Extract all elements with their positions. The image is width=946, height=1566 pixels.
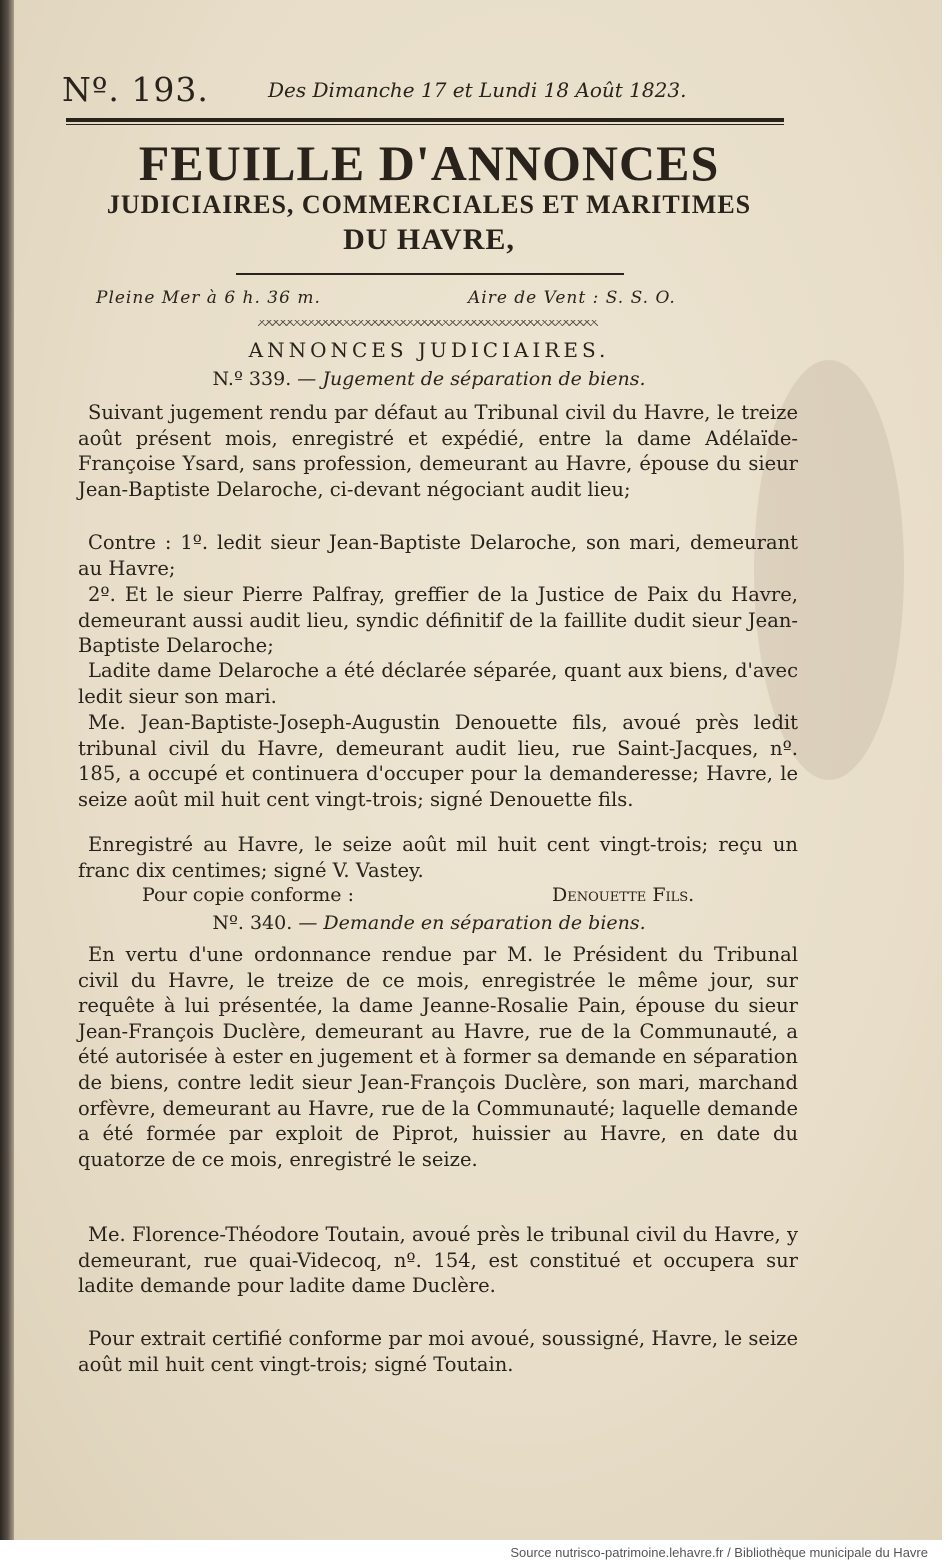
newspaper-subtitle: JUDICIAIRES, COMMERCIALES ET MARITIMES bbox=[106, 190, 752, 219]
issue-number: Nº. 193. bbox=[62, 70, 209, 109]
tide-info: Pleine Mer à 6 h. 36 m. bbox=[96, 288, 321, 308]
newspaper-city: DU HAVRE, bbox=[343, 223, 515, 256]
signatory-name: Denouette Fils. bbox=[552, 884, 695, 906]
masthead-rule-thin bbox=[66, 124, 784, 125]
notice-339-para-3: 2º. Et le sieur Pierre Palfray, greffier de la Justice de Paix du Havre, demeurant aussi audit lieu, syndic définitif de la faillite dudit sieur Jean-Baptiste Delaroche; bbox=[78, 583, 798, 658]
notice-339-title: — Jugement de séparation de biens. bbox=[297, 368, 646, 390]
notice-339-para-4: Ladite dame Delaroche a été déclarée séparée, quant aux biens, d'avec ledit sieur son mari. bbox=[78, 659, 798, 708]
title-rule bbox=[236, 273, 624, 275]
notice-340-para-3: Pour extrait certifié conforme par moi avoué, soussigné, Havre, le seize août mil huit cent vingt-trois; signé Toutain. bbox=[78, 1327, 798, 1376]
newspaper-page bbox=[14, 0, 942, 1540]
notice-339-para-1: Suivant jugement rendu par défaut au Tribunal civil du Havre, le treize août présent mois, enregistré et expédié, entre la dame Adélaïde-Françoise Ysard, sans profession, demeurant au Havre, épouse du sieur Jean-Baptiste Delaroche, ci-devant négociant audit lieu; bbox=[78, 401, 798, 501]
notice-339-para-2: Contre : 1º. ledit sieur Jean-Baptiste Delaroche, son mari, demeurant au Havre; bbox=[78, 531, 798, 580]
wind-info: Aire de Vent : S. S. O. bbox=[468, 288, 676, 308]
masthead-rule-thick bbox=[66, 118, 784, 122]
notice-339-para-5: Me. Jean-Baptiste-Joseph-Augustin Denouette fils, avoué près ledit tribunal civil du Havre, demeurant audit lieu, rue Saint-Jacques, nº. 185, a occupé et continuera d'occuper pour la demanderesse; Havre, le seize août mil huit cent vingt-trois; signé Denouette fils. bbox=[78, 711, 798, 811]
ornamental-rule bbox=[258, 320, 598, 326]
notice-339-heading bbox=[54, 368, 804, 390]
notice-339-number: N.º 339. bbox=[212, 368, 292, 390]
notice-340-para-2: Me. Florence-Théodore Toutain, avoué près le tribunal civil du Havre, y demeurant, rue quai-Videcoq, nº. 154, est constitué et occupera sur ladite demande pour ladite dame Duclère. bbox=[78, 1223, 798, 1298]
book-spine-edge bbox=[0, 0, 14, 1540]
notice-339-para-6: Enregistré au Havre, le seize août mil huit cent vingt-trois; reçu un franc dix centimes; signé V. Vastey. bbox=[78, 833, 798, 882]
newspaper-title: FEUILLE D'ANNONCES bbox=[138, 135, 720, 191]
notice-340-para-1: En vertu d'une ordonnance rendue par M. le Président du Tribunal civil du Havre, le treize de ce mois, enregistrée le même jour, sur requête à lui présentée, la dame Jeanne-Rosalie Pain, épouse du sieur Jean-François Duclère, demeurant au Havre, rue de la Communauté, a été autorisée à ester en jugement et à former sa demande en séparation de biens, contre ledit sieur Jean-François Duclère, son mari, marchand orfèvre, demeurant au Havre, rue de la Communauté; laquelle demande a été formée par exploit de Piprot, huissier au Havre, en date du quatorze de ce mois, enregistré le seize. bbox=[78, 943, 798, 1171]
masthead-top-line bbox=[62, 70, 782, 110]
source-credit: Source nutrisco-patrimoine.lehavre.fr / Bibliothèque municipale du Havre bbox=[0, 1540, 946, 1566]
section-title: ANNONCES JUDICIAIRES. bbox=[248, 338, 610, 362]
notice-339-signature bbox=[142, 884, 742, 906]
copy-conform-label: Pour copie conforme : bbox=[142, 884, 354, 906]
notice-340-heading bbox=[54, 912, 804, 934]
issue-date: Des Dimanche 17 et Lundi 18 Août 1823. bbox=[268, 78, 687, 102]
notice-340-number: Nº. 340. bbox=[212, 912, 293, 934]
notice-340-title: — Demande en séparation de biens. bbox=[298, 912, 646, 934]
